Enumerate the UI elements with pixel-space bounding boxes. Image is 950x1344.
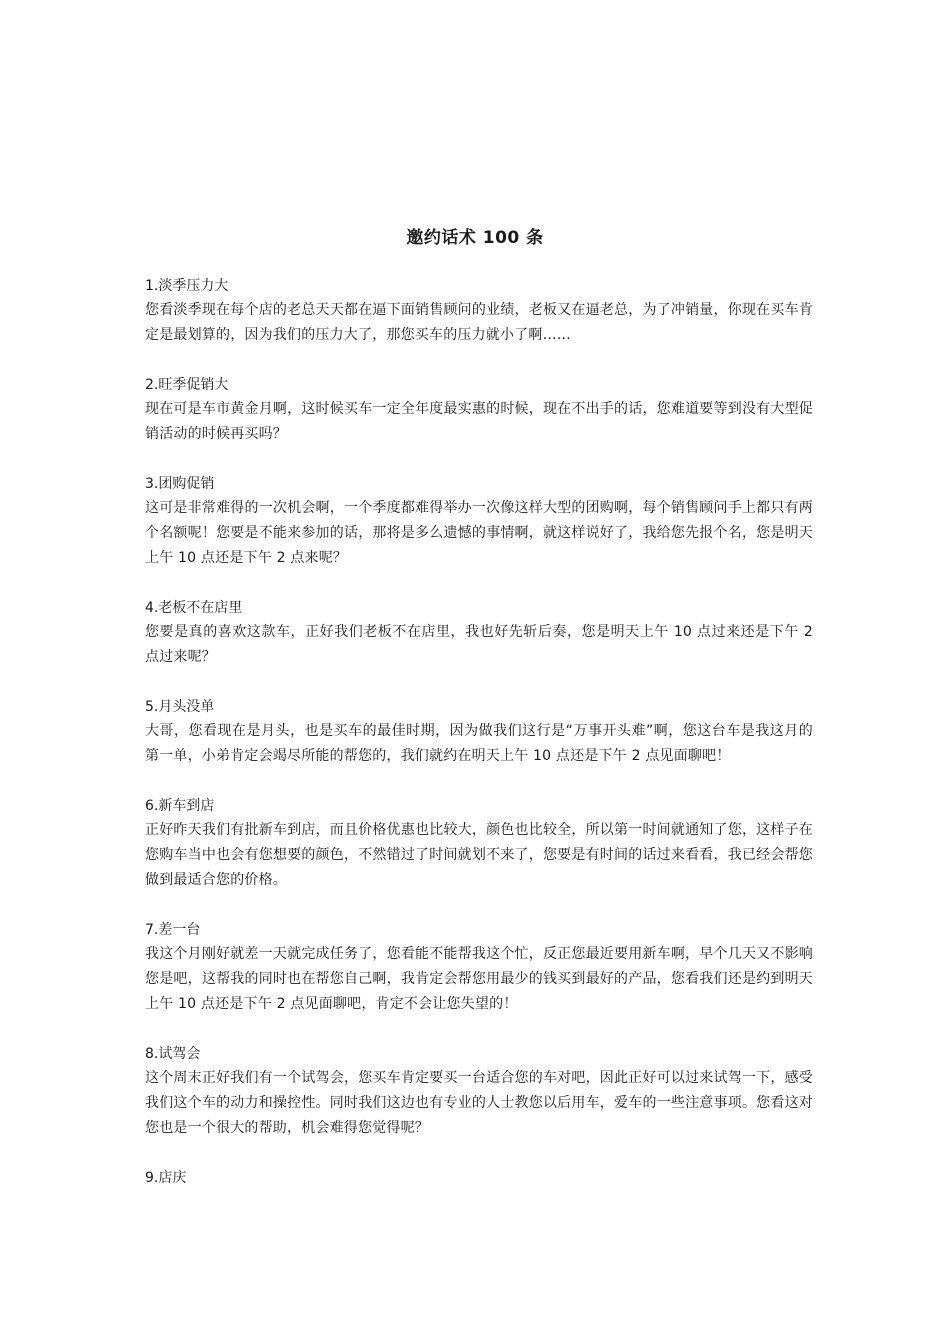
document-body — [145, 274, 813, 1215]
section-9 — [145, 1166, 813, 1190]
section-heading: 1.淡季压力大 — [145, 278, 229, 294]
section-1 — [145, 274, 813, 348]
section-heading: 8.试驾会 — [145, 1046, 201, 1062]
section-heading: 6.新车到店 — [145, 798, 215, 814]
section-paragraph: 这可是非常难得的一次机会啊，一个季度都难得举办一次像这样大型的团购啊，每个销售顾问手上都只有两个名额呢！您要是不能来参加的话，那将是多么遗憾的事情啊，就这样说好了，我给您先报个名，您是明天上午 10 点还是下午 2 点来呢？ — [145, 500, 813, 566]
section-6 — [145, 794, 813, 893]
section-heading: 5.月头没单 — [145, 699, 215, 715]
section-heading: 7.差一台 — [145, 922, 201, 938]
section-heading: 9.店庆 — [145, 1170, 187, 1186]
section-8 — [145, 1042, 813, 1141]
section-paragraph: 正好昨天我们有批新车到店，而且价格优惠也比较大，颜色也比较全，所以第一时间就通知了您，这样子在您购车当中也会有您想要的颜色，不然错过了时间就划不来了，您要是有时间的话过来看看，我已经会帮您做到最适合您的价格。 — [145, 822, 813, 888]
document-title: 邀约话术 100 条 — [406, 228, 544, 248]
section-paragraph: 现在可是车市黄金月啊，这时候买车一定全年度最实惠的时候，现在不出手的话，您难道要等到没有大型促销活动的时候再买吗？ — [145, 401, 813, 442]
section-paragraph: 我这个月刚好就差一天就完成任务了，您看能不能帮我这个忙，反正您最近要用新车啊，早个几天又不影响您是吧，这帮我的同时也在帮您自己啊，我肯定会帮您用最少的钱买到最好的产品，您看我们还是约到明天上午 10 点还是下午 2 点见面聊吧，肯定不会让您失望的！ — [145, 946, 813, 1012]
section-7 — [145, 918, 813, 1017]
section-3 — [145, 472, 813, 571]
section-paragraph: 您看淡季现在每个店的老总天天都在逼下面销售顾问的业绩，老板又在逼老总，为了冲销量，你现在买车肯定是最划算的，因为我们的压力大了，那您买车的压力就小了啊…… — [145, 302, 813, 343]
section-heading: 3.团购促销 — [145, 476, 215, 492]
section-heading: 2.旺季促销大 — [145, 377, 229, 393]
section-paragraph: 大哥，您看现在是月头，也是买车的最佳时期，因为做我们这行是“万事开头难”啊，您这台车是我这月的第一单，小弟肯定会竭尽所能的帮您的，我们就约在明天上午 10 点还是下午 2 点见面聊吧！ — [145, 723, 813, 764]
section-heading: 4.老板不在店里 — [145, 600, 243, 616]
section-5 — [145, 695, 813, 769]
section-2 — [145, 373, 813, 447]
section-4 — [145, 596, 813, 670]
section-paragraph: 您要是真的喜欢这款车，正好我们老板不在店里，我也好先斩后奏，您是明天上午 10 点过来还是下午 2 点过来呢？ — [145, 624, 813, 665]
section-paragraph: 这个周末正好我们有一个试驾会，您买车肯定要买一台适合您的车对吧，因此正好可以过来试驾一下，感受我们这个车的动力和操控性。同时我们这边也有专业的人士教您以后用车，爱车的一些注意事项。您看这对您也是一个很大的帮助，机会难得您觉得呢？ — [145, 1070, 813, 1136]
